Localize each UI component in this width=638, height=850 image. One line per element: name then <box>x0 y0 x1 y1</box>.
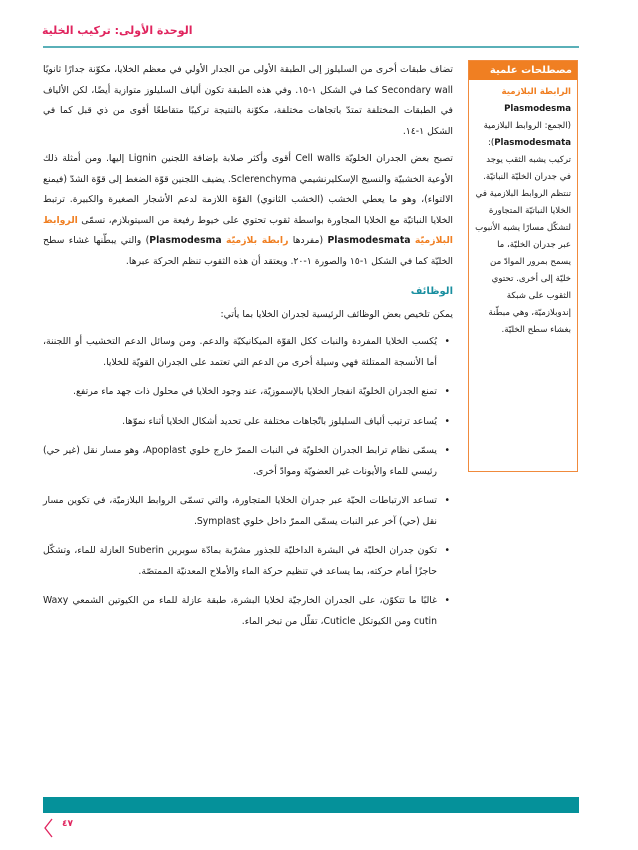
unit-title: الوحدة الأولى: تركيب الخلية <box>42 24 193 37</box>
functions-list <box>43 332 453 632</box>
list-item-text: تساعد الارتباطات الحيّة عبر جدران الخلايا المتجاورة، والتي تسمّى الروابط البلازميّة، في تكوين مسار نقل (حي) آخر عبر النبات يسمّى الممرّ داخل خلوي Symplast. <box>43 495 437 527</box>
footer-bar <box>43 797 579 813</box>
glossary-definition: تركيب يشبه الثقب يوجد في جدران الخليّة النباتيّة. تنتظم الروابط البلازمية في الخلايا النباتيّة المتجاورة لتشكّل مسارًا يشبه الأنبوب عبر جدران الخليّة، ما يسمح بمرور الموادّ من خليّة إلى أخرى. تحتوي الثقوب على شبكة إندوبلازميّة، وهي مبطّنة بغشاء سطح الخليّة. <box>475 155 571 335</box>
list-item <box>43 591 453 632</box>
paragraph-lignin-mid: (مفردها <box>288 235 328 246</box>
term-plasmodesma-ar: رابطة بلازميّة <box>225 235 289 246</box>
glossary-body <box>469 80 577 343</box>
glossary-plural-close: ): <box>487 138 495 148</box>
glossary-term-latin: Plasmodesma <box>504 104 571 114</box>
list-item-text: غالبًا ما تتكوّن، على الجدران الخارجيّة لخلايا البشرة، طبقة عازلة للماء من الكيوتين الشمعي Waxy cutin ومن الكيوتكل Cuticle، تقلّل من تبخر الماء. <box>43 595 437 627</box>
section-heading-functions: الوظائف <box>410 286 453 297</box>
bullet-icon: • <box>444 415 450 427</box>
bullet-icon: • <box>444 445 450 456</box>
list-item <box>43 382 453 403</box>
bullet-icon: • <box>444 495 450 506</box>
list-item-text: يُكسب الخلايا المفردة والنبات ككل القوّة الميكانيكيّة والدعم. ومن وسائل الدعم التخشيب أو اللجننة، أما الأنسجة الممتلئة فهي وسيلة أخرى من الدعم التي تعتمد على الجدران القويّة للخلايا. <box>43 336 437 368</box>
glossary-sidebar <box>468 60 578 472</box>
bullet-icon: • <box>444 545 450 556</box>
list-item <box>43 541 453 582</box>
list-item-text: تمنع الجدران الخلويّة انفجار الخلايا بالإسموزيّة، عند وجود الخلايا في محلول ذات جهد ماء مرتفع. <box>73 386 437 397</box>
glossary-plural-label: (الجمع: الروابط البلازمية <box>483 121 571 131</box>
bullet-icon: • <box>444 336 450 347</box>
bullet-icon: • <box>444 386 450 397</box>
list-item <box>43 412 453 433</box>
term-plasmodesmata-latin: Plasmodesmata <box>327 235 411 246</box>
term-plasmodesma-latin: Plasmodesma <box>149 235 222 246</box>
list-item-text: تكون جدران الخليّة في البشرة الداخليّة للجذور مشرّبة بمادّة سوبرين Suberin العازلة للماء، وتشكّل حاجزًا أمام حركته، بما يساعد في تنظيم حركة الماء والأملاح المعدنيّة الممتصّة. <box>43 545 437 577</box>
main-content <box>43 60 453 641</box>
paragraph-lignin-start: تصبح بعض الجدران الخلويّة Cell walls أقوى وأكثر صلابة بإضافة اللجنين Lignin إليها. ومن أمثلة ذلك الأوعية الخشبيّة والنسيج الإسكليرنشيمي Sclerenchyma. يضيف اللجنين قوّة الضغط إلى قوّة الشدّ (فيمنع الالتواء)، وهو ما يعطي الخشب (الخشب الثانوي) القوّة اللازمة لدعم الأشجار الصغيرة والكبيرة. ترتبط الخلايا النباتيّة مع الخلايا المجاورة بواسطة ثقوب تحتوي على خيوط رفيعة من السيتوبلازم، تسمّى <box>43 153 454 226</box>
page-number: ٤٧ <box>62 819 73 829</box>
section-intro: يمكن تلخيص بعض الوظائف الرئيسية لجدران الخلايا بما يأتي: <box>220 308 453 320</box>
paragraph-secondary-wall: تضاف طبقات أخرى من السليلوز إلى الطبقة الأولى من الجدار الأولي في معظم الخلايا، مكوّنة جدارًا ثانويًا Secondary wall كما في الشكل ١-١٥. وفي هذه الطبقة تكون ألياف السليلوز متوازية أيضًا، لكن الألياف في الطبقات المختلفة تمتدّ باتجاهات مختلفة، مكوّنة بالنتيجة تركيبًا متقاطعًا أقوى من ذي قبل كما في الشكل ١-١٤. <box>43 64 453 137</box>
list-item <box>43 332 453 373</box>
glossary-term: الرابطة البلازمية <box>501 87 571 97</box>
glossary-plural-latin: Plasmodesmata <box>494 138 571 148</box>
paragraph-lignin-end: ) والتي يبطّنها غشاء سطح الخليّة كما في الشكل ١-١٥ والصورة ١-٢٠. ويعتقد أن هذه الثقوب تنظم الحركة عبرها. <box>43 235 453 267</box>
term-plasmodesmata-ar: الروابط البلازميّة <box>43 214 453 246</box>
bullet-icon: • <box>444 595 450 606</box>
list-item <box>43 491 453 532</box>
list-item-text: يُساعد ترتيب ألياف السليلوز باتّجاهات مختلفة على تحديد أشكال الخلايا أثناء نموّها. <box>122 415 437 427</box>
paragraph-lignin <box>43 149 453 272</box>
glossary-title: مصطلحات علمية <box>469 61 577 80</box>
header-divider <box>43 46 579 48</box>
list-item-text: يسمّى نظام ترابط الجدران الخلويّة في النبات الممرّ خارج خلوي Apoplast، وهو مسار نقل (غير حي) رئيسي للماء والأيونات غير العضويّة وموادّ أخرى. <box>43 445 437 477</box>
chevron-left-icon[interactable] <box>42 817 56 839</box>
list-item <box>43 441 453 482</box>
